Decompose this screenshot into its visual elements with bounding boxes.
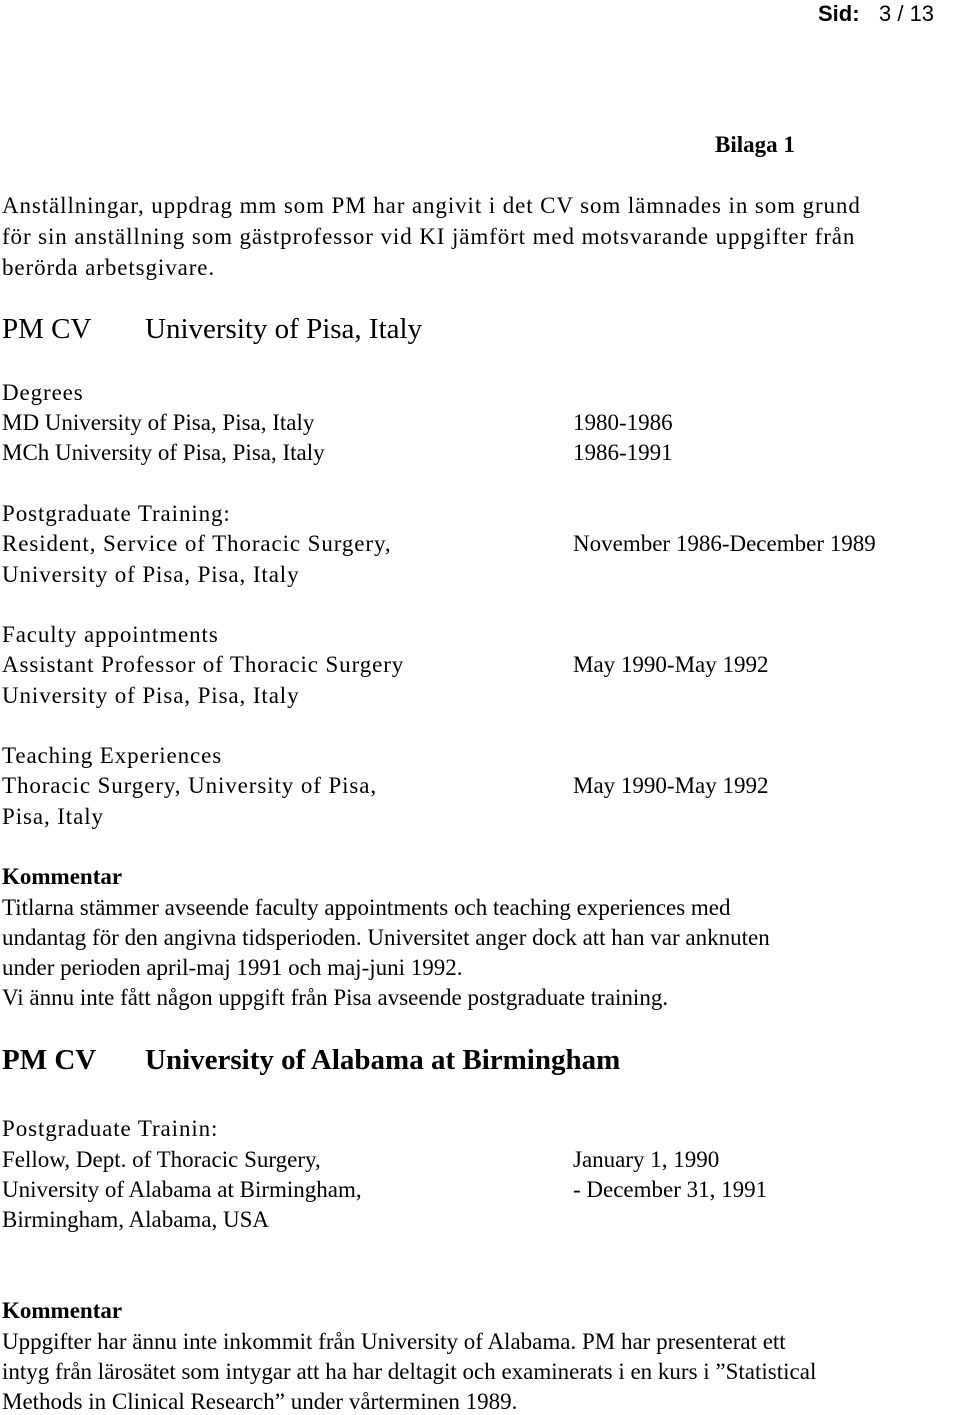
teaching-line: Pisa, Italy — [2, 804, 104, 829]
faculty-period: May 1990-May 1992 — [573, 652, 769, 677]
pisa-cv-label: PM CV — [2, 313, 92, 345]
teaching-heading: Teaching Experiences — [2, 743, 223, 768]
faculty-line: University of Pisa, Pisa, Italy — [2, 683, 300, 708]
alabama-training-line: Fellow, Dept. of Thoracic Surgery, — [2, 1147, 321, 1172]
degrees-heading: Degrees — [2, 380, 84, 405]
pisa-comment-line: Vi ännu inte fått någon uppgift från Pisa avseende postgraduate training. — [2, 985, 669, 1010]
alabama-training-heading: Postgraduate Trainin: — [2, 1116, 219, 1141]
teaching-line: Thoracic Surgery, University of Pisa, — [2, 773, 378, 798]
pisa-comment-line: Titlarna stämmer avseende faculty appointments och teaching experiences med — [2, 895, 731, 920]
page-number-value: 3 / 13 — [879, 1, 935, 26]
pisa-comment-heading: Kommentar — [2, 864, 123, 889]
alabama-comment-line: Methods in Clinical Research” under vårterminen 1989. — [2, 1389, 518, 1414]
page-number-label: Sid: — [818, 1, 860, 26]
training-line: University of Pisa, Pisa, Italy — [2, 562, 300, 587]
alabama-comment-line: Uppgifter har ännu inte inkommit från University of Alabama. PM har presenterat ett — [2, 1329, 786, 1354]
teaching-period: May 1990-May 1992 — [573, 773, 769, 798]
alabama-cv-label: PM CV — [2, 1044, 97, 1076]
alabama-training-line: University of Alabama at Birmingham, — [2, 1177, 362, 1202]
intro-line: för sin anställning som gästprofessor vid KI jämfört med motsvarande uppgifter från — [2, 224, 856, 249]
alabama-period-end: - December 31, 1991 — [573, 1177, 768, 1202]
faculty-line: Assistant Professor of Thoracic Surgery — [2, 652, 405, 677]
degree-years: 1986-1991 — [573, 440, 673, 465]
pisa-comment-line: under perioden april-maj 1991 och maj-juni 1992. — [2, 955, 463, 980]
training-heading: Postgraduate Training: — [2, 501, 231, 526]
alabama-section-title: University of Alabama at Birmingham — [145, 1044, 621, 1076]
appendix-label: Bilaga 1 — [715, 132, 795, 157]
training-line: Resident, Service of Thoracic Surgery, — [2, 531, 392, 556]
intro-line: Anställningar, uppdrag mm som PM har angivit i det CV som lämnades in som grund — [2, 193, 861, 218]
degree-years: 1980-1986 — [573, 410, 673, 435]
alabama-training-line: Birmingham, Alabama, USA — [2, 1207, 270, 1232]
pisa-comment-line: undantag för den angivna tidsperioden. Universitet anger dock att han var anknuten — [2, 925, 770, 950]
alabama-comment-line: intyg från lärosätet som intygar att ha har deltagit och examinerats i en kurs i ”Statistical — [2, 1359, 817, 1384]
training-period: November 1986-December 1989 — [573, 531, 876, 556]
intro-line: berörda arbetsgivare. — [2, 255, 216, 280]
pisa-section-title: University of Pisa, Italy — [145, 313, 423, 345]
alabama-period-start: January 1, 1990 — [573, 1147, 720, 1172]
alabama-comment-heading: Kommentar — [2, 1298, 123, 1323]
degree-entry: MCh University of Pisa, Pisa, Italy — [2, 440, 325, 465]
degree-entry: MD University of Pisa, Pisa, Italy — [2, 410, 315, 435]
faculty-heading: Faculty appointments — [2, 622, 219, 647]
